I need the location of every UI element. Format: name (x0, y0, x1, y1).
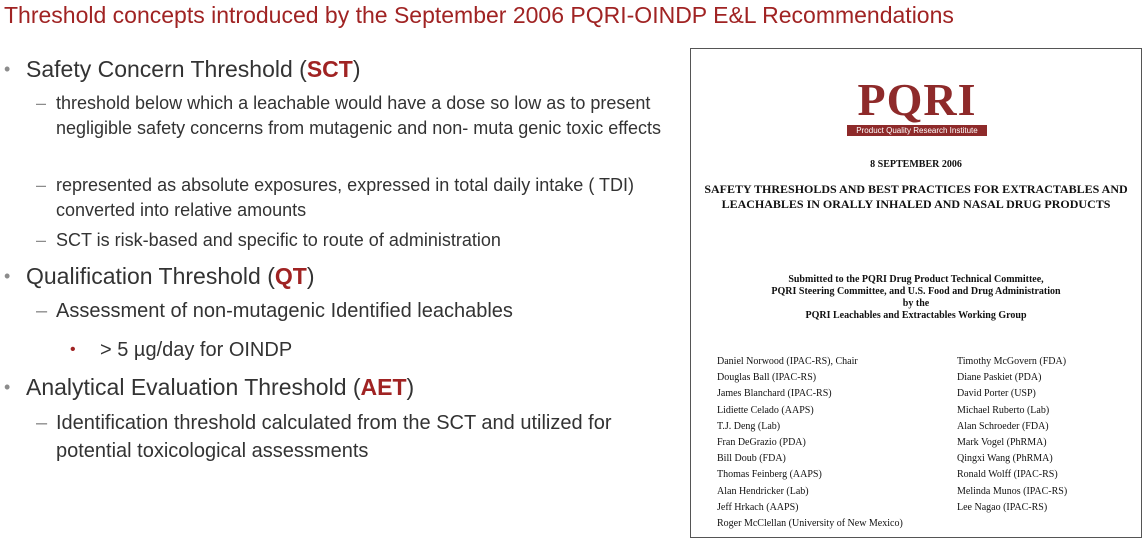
aet-label: Analytical Evaluation Threshold ( (26, 374, 361, 400)
bullet-dot-icon: • (4, 266, 11, 286)
aet-sub-text: Identification threshold calculated from the SCT and utilized for potential toxicological assessments (56, 412, 612, 462)
logo-text: PQRI (857, 74, 977, 125)
member-name: Fran DeGrazio (PDA) (717, 437, 806, 449)
qt-subsub (70, 339, 292, 362)
document-cover-image (690, 48, 1142, 538)
dash-icon: – (36, 300, 48, 322)
aet-sub (36, 409, 666, 465)
sct-sub-3-text: SCT is risk-based and specific to route of administration (56, 230, 501, 250)
dash-icon: – (36, 175, 47, 195)
doc-submitted (691, 274, 1141, 322)
member-name: Daniel Norwood (IPAC-RS), Chair (717, 356, 858, 367)
qt-sub (36, 297, 666, 325)
pqri-logo (847, 74, 987, 136)
member-name: Mark Vogel (PhRMA) (957, 437, 1047, 449)
dash-icon: – (36, 230, 47, 250)
aet-close: ) (406, 374, 415, 400)
member-name: Thomas Feinberg (AAPS) (717, 469, 822, 481)
qt-label: Qualification Threshold ( (26, 263, 275, 289)
member-name: Lidiette Celado (AAPS) (717, 404, 814, 416)
bullet-sct (4, 56, 361, 83)
logo-subtitle: Product Quality Research Institute (847, 125, 987, 136)
member-name: T.J. Deng (Lab) (717, 420, 781, 432)
submitted-line: PQRI Steering Committee, and U.S. Food and Drug Administration (771, 286, 1061, 297)
bullet-dot-icon: • (4, 59, 11, 79)
submitted-line: Submitted to the PQRI Drug Product Technical Committee, (788, 274, 1044, 285)
bullet-dot-icon: • (4, 377, 11, 397)
member-name: Alan Hendricker (Lab) (717, 485, 809, 497)
member-name: Lee Nagao (IPAC-RS) (957, 501, 1048, 513)
member-name: Ronald Wolff (IPAC-RS) (957, 469, 1058, 481)
bullet-qt (4, 263, 315, 290)
names-right-column (957, 354, 1067, 516)
doc-title: SAFETY THRESHOLDS AND BEST PRACTICES FOR EXTRACTABLES AND LEACHABLES IN ORALLY INHALED AND NASAL DRUG PRODUCTS (704, 182, 1128, 211)
qt-sub-text: Assessment of non-mutagenic Identified leachables (56, 300, 513, 322)
qt-subsub-text: > 5 µg/day for OINDP (100, 339, 293, 361)
dash-icon: – (36, 93, 47, 113)
sct-sub-1-text: threshold below which a leachable would have a dose so low as to present negligible safety concerns from mutagenic and non- muta genic toxic effects (56, 93, 661, 138)
slide-title: Threshold concepts introduced by the September 2006 PQRI-OINDP E&L Recommendations (4, 2, 954, 28)
doc-date: 8 SEPTEMBER 2006 (870, 159, 962, 170)
sct-sub-1 (36, 91, 666, 141)
submitted-line: by the (902, 298, 930, 309)
red-bullet-icon: • (70, 341, 76, 358)
sct-sub-2-text: represented as absolute exposures, expressed in total daily intake ( TDI) converted into relative amounts (56, 175, 634, 220)
submitted-line: PQRI Leachables and Extractables Working Group (805, 310, 1027, 321)
sct-sub-3 (36, 228, 666, 253)
sct-sub-2 (36, 173, 666, 223)
qt-abbr: QT (274, 263, 307, 289)
member-name: Timothy McGovern (FDA) (957, 356, 1067, 367)
aet-abbr: AET (360, 374, 407, 400)
qt-close: ) (306, 263, 315, 289)
sct-label: Safety Concern Threshold ( (26, 56, 307, 82)
member-name: Diane Paskiet (PDA) (957, 372, 1042, 384)
member-name: Jeff Hrkach (AAPS) (717, 501, 799, 513)
member-name: Michael Ruberto (Lab) (957, 404, 1050, 416)
names-left-column (717, 354, 903, 532)
dash-icon: – (36, 412, 48, 434)
member-name: Qingxi Wang (PhRMA) (957, 453, 1053, 465)
member-name: Bill Doub (FDA) (717, 453, 786, 465)
sct-abbr: SCT (306, 56, 353, 82)
member-name: Alan Schroeder (FDA) (957, 420, 1049, 432)
member-name: James Blanchard (IPAC-RS) (717, 388, 832, 400)
member-name: Douglas Ball (IPAC-RS) (717, 372, 817, 384)
bullet-aet (4, 374, 414, 401)
member-name: Melinda Munos (IPAC-RS) (957, 485, 1068, 497)
sct-close: ) (352, 56, 361, 82)
member-name: David Porter (USP) (957, 388, 1036, 400)
member-name: Roger McClellan (University of New Mexico) (717, 518, 903, 530)
